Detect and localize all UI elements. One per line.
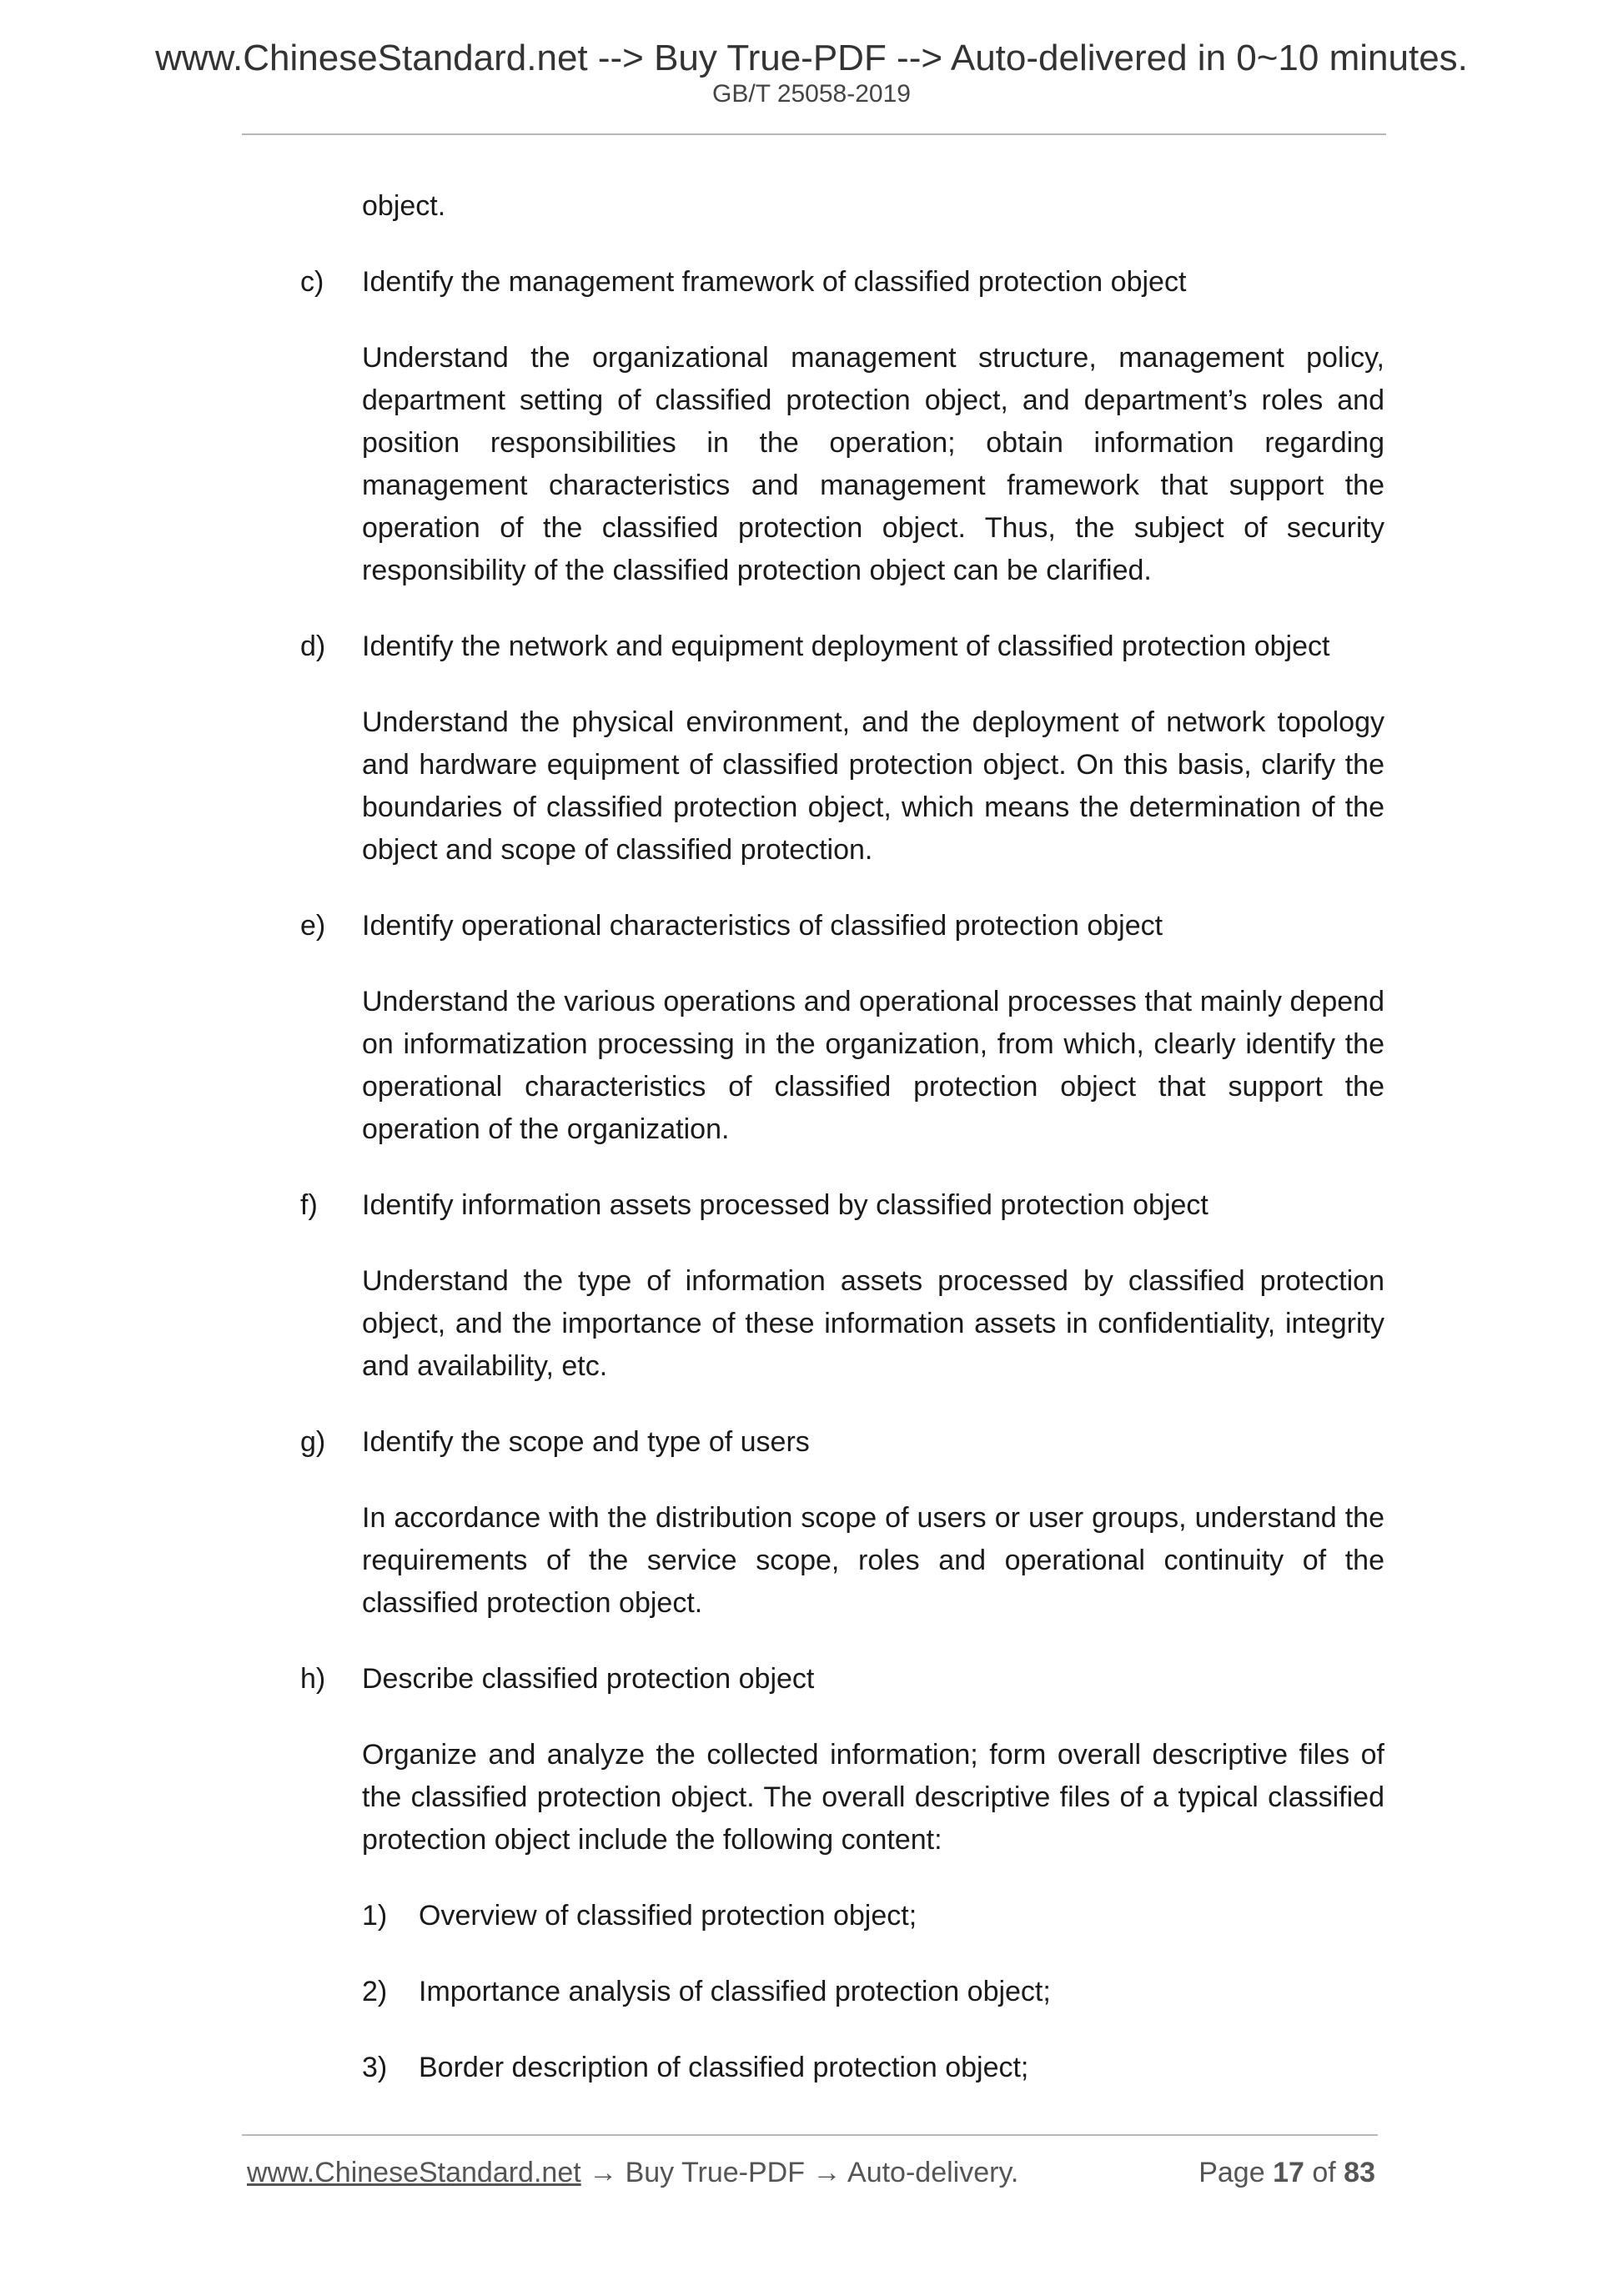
item-paragraph: Understand the type of information assets processed by classified protection object, and the importance of these information assets in confidentiality, integrity and availability, etc. bbox=[362, 1265, 1384, 1382]
of-word: of bbox=[1312, 2157, 1336, 2188]
sub-item-label: 3) bbox=[362, 2052, 388, 2083]
standard-number: GB/T 25058-2019 bbox=[712, 80, 911, 108]
arrow-right-icon: → bbox=[812, 2157, 842, 2188]
page-current: 17 bbox=[1273, 2157, 1304, 2188]
list-item-h bbox=[300, 1658, 1384, 1701]
item-title: Identify information assets processed by classified protection object bbox=[362, 1189, 1208, 1221]
item-title: Identify the management framework of classified protection object bbox=[362, 266, 1187, 298]
sub-item-text: Overview of classified protection object; bbox=[419, 1900, 917, 1932]
item-title: Identify the scope and type of users bbox=[362, 1426, 810, 1458]
header-divider bbox=[242, 133, 1386, 135]
item-label: f) bbox=[300, 1189, 318, 1221]
list-item-f bbox=[300, 1184, 1384, 1227]
list-item-c bbox=[300, 261, 1384, 304]
page-body bbox=[300, 185, 1384, 2123]
delivery-text: Auto-delivery. bbox=[847, 2157, 1019, 2188]
item-paragraph: Organize and analyze the collected information; form overall descriptive files of the classified protection object. The overall descriptive files of a typical classified protection object include the following content: bbox=[362, 1739, 1384, 1856]
arrow-right-icon: → bbox=[589, 2157, 618, 2188]
page-indicator bbox=[1198, 2157, 1375, 2189]
sub-item-1 bbox=[362, 1895, 1384, 1937]
continuation-text: object. bbox=[362, 190, 446, 222]
sub-item-2 bbox=[362, 1971, 1384, 2013]
item-title: Identify operational characteristics of classified protection object bbox=[362, 910, 1163, 942]
item-paragraph: In accordance with the distribution scope of users or user groups, understand the requirements of the service scope, roles and operational continuity of the classified protection object. bbox=[362, 1502, 1384, 1619]
item-label: d) bbox=[300, 631, 326, 662]
list-item-g bbox=[300, 1421, 1384, 1464]
item-label: e) bbox=[300, 910, 326, 942]
item-label: h) bbox=[300, 1663, 326, 1695]
page-total: 83 bbox=[1344, 2157, 1375, 2188]
footer-divider bbox=[242, 2134, 1378, 2136]
site-banner: www.ChineseStandard.net --> Buy True-PDF --> Auto-delivered in 0~10 minutes. bbox=[155, 38, 1468, 78]
buy-text: Buy True-PDF bbox=[625, 2157, 805, 2188]
site-link[interactable]: www.ChineseStandard.net bbox=[247, 2157, 581, 2188]
sub-item-text: Importance analysis of classified protection object; bbox=[419, 1976, 1051, 2007]
item-label: c) bbox=[300, 266, 324, 298]
sub-item-3 bbox=[362, 2047, 1384, 2089]
item-title: Describe classified protection object bbox=[362, 1663, 815, 1695]
item-title: Identify the network and equipment deployment of classified protection object bbox=[362, 631, 1330, 662]
list-item-d bbox=[300, 625, 1384, 668]
item-paragraph: Understand the various operations and operational processes that mainly depend on informatization processing in the organization, from which, clearly identify the operational characteristics of classified protection object that support the operation of the organization. bbox=[362, 986, 1384, 1145]
sub-item-text: Border description of classified protection object; bbox=[419, 2052, 1029, 2083]
page-word: Page bbox=[1198, 2157, 1265, 2188]
sub-item-label: 2) bbox=[362, 1976, 388, 2007]
footer-links bbox=[247, 2157, 1018, 2189]
item-paragraph: Understand the physical environment, and the deployment of network topology and hardware equipment of classified protection object. On this basis, clarify the boundaries of classified protection object, which means the determination of the object and scope of classified protection. bbox=[362, 706, 1384, 866]
item-label: g) bbox=[300, 1426, 326, 1458]
list-item-e bbox=[300, 905, 1384, 947]
item-paragraph: Understand the organizational management structure, management policy, department setting of classified protection object, and department’s roles and position responsibilities in the operation; obtain information regarding management characteristics and management framework that support the operation of the classified protection object. Thus, the subject of security responsibility of the classified protection object can be clarified. bbox=[362, 342, 1384, 586]
sub-item-label: 1) bbox=[362, 1900, 388, 1932]
